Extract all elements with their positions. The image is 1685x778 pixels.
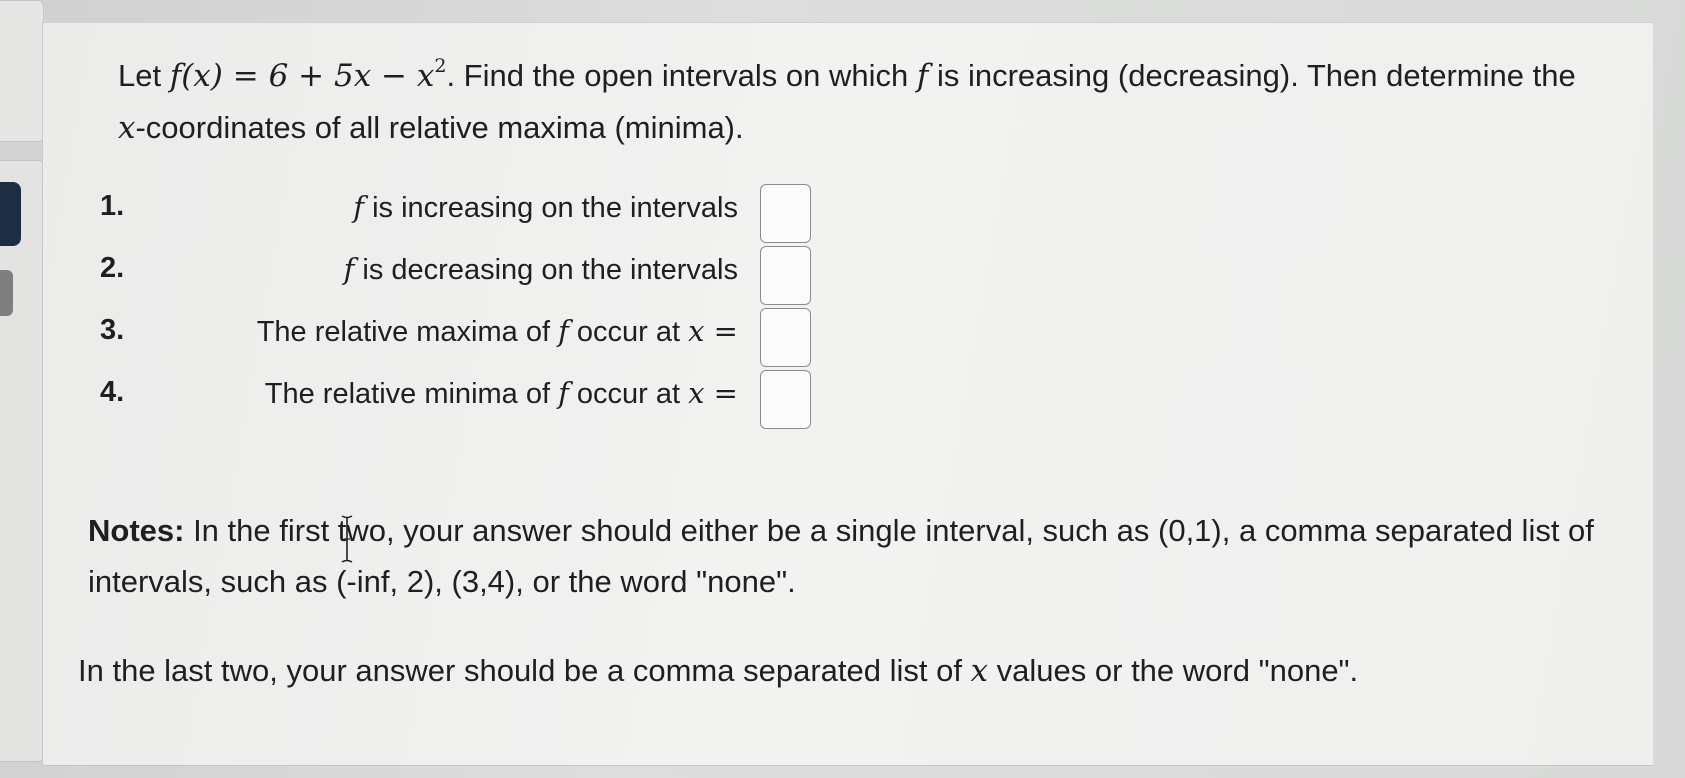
- answer-item-maxima: [100, 308, 800, 368]
- previous-card: [0, 0, 44, 142]
- decreasing-intervals-input[interactable]: [760, 246, 811, 305]
- side-card: [0, 160, 44, 762]
- function-expression: 6 + 5x − x: [268, 58, 435, 94]
- x-symbol: x: [970, 653, 989, 689]
- item-label: f is decreasing on the intervals: [343, 252, 738, 286]
- last-note-text: In the last two, your answer should be a comma separated list of x values or the word "none".: [78, 653, 1359, 689]
- item-label: The relative minima of f occur at x =: [264, 376, 738, 410]
- item-number: 2.: [100, 252, 125, 284]
- relative-minima-input[interactable]: [760, 370, 811, 429]
- left-strip: [0, 0, 46, 778]
- item-number: 1.: [100, 190, 125, 222]
- item-number: 3.: [100, 314, 125, 346]
- equals-sign: =: [222, 58, 269, 94]
- side-tab-dark[interactable]: [0, 182, 21, 246]
- answer-item-decreasing: [100, 246, 800, 306]
- text-cursor-icon: [340, 514, 354, 564]
- increasing-intervals-input[interactable]: [760, 184, 811, 243]
- relative-maxima-input[interactable]: [760, 308, 811, 367]
- question-text-1: . Find the open intervals on which: [446, 58, 917, 93]
- answer-item-increasing: [100, 184, 800, 244]
- question-text-3: -coordinates of all relative maxima (minima).: [135, 110, 744, 145]
- item-label: f is increasing on the intervals: [353, 190, 738, 224]
- notes-text: [88, 505, 1608, 607]
- function-name: f(x): [169, 58, 223, 94]
- notes-label: Notes:: [88, 513, 185, 548]
- question-text: [118, 50, 1588, 154]
- function-symbol: f: [916, 58, 929, 94]
- side-tab-grey[interactable]: [0, 270, 13, 316]
- item-number: 4.: [100, 376, 125, 408]
- x-symbol: x: [118, 110, 136, 146]
- item-label: The relative maxima of f occur at x =: [256, 314, 738, 348]
- answer-item-minima: [100, 370, 800, 430]
- question-prefix: Let: [118, 58, 170, 93]
- exponent: 2: [434, 55, 447, 77]
- question-text-2: is increasing (decreasing). Then determine the: [928, 58, 1576, 93]
- notes-body: In the first two, your answer should either be a single interval, such as (0,1), a comma separated list of intervals, such as (-inf, 2), (3,4), or the word "none".: [88, 513, 1594, 599]
